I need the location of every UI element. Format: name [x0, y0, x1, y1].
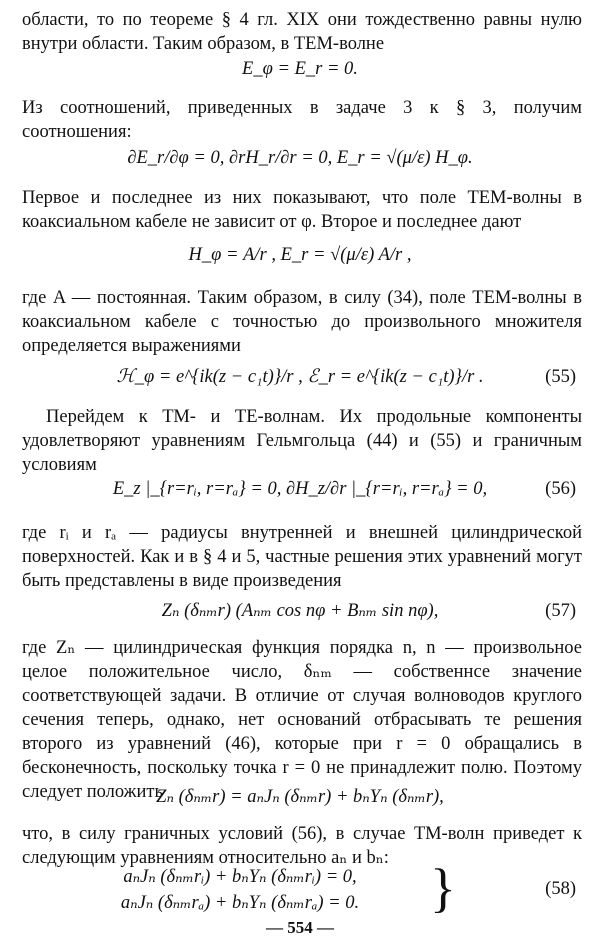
equation-56: E_z |_{r=rᵢ, r=rₐ} = 0, ∂H_z/∂r |_{r=rᵢ, r=rₐ} = 0, [112, 479, 488, 499]
page-number: — 554 — [266, 918, 334, 937]
equation-57: Zₙ (δₙₘr) (Aₙₘ cos nφ + Bₙₘ sin nφ), [161, 601, 439, 621]
equation-solution: H_φ = A/r , E_r = √(μ/ε) A/r , [188, 245, 412, 265]
equation-number-58: (58) [545, 879, 576, 899]
equation-z-expansion: Zₙ (δₙₘr) = aₙJₙ (δₙₘr) + bₙYₙ (δₙₘr), [156, 787, 444, 807]
paragraph-3: Первое и последнее из них показывают, что поле ТЕМ-волны в коаксиальном кабеле не зависит от φ. Второе и последнее дают [22, 188, 582, 232]
paragraph-8: что, в силу граничных условий (56), в случае ТМ-волн приведет к следующим уравнениям относительно aₙ и bₙ: [22, 824, 582, 868]
equation-tem-zero: E_φ = E_r = 0. [242, 59, 358, 79]
paragraph-2: Из соотношений, приведенных в задаче 3 к § 3, получим соотношения: [22, 98, 582, 142]
right-brace: } [430, 858, 456, 918]
paragraph-1: области, то по теореме § 4 гл. XIX они тождественно равны нулю внутри области. Таким образом, в ТЕМ-волне [22, 10, 582, 54]
equation-58-line-2: aₙJₙ (δₙₘrₐ) + bₙYₙ (δₙₘrₐ) = 0. [120, 893, 360, 913]
equation-55: ℋ_φ = e^{ik(z − c₁t)}/r , ℰ_r = e^{ik(z − c₁t)}/r . [116, 367, 484, 387]
equation-number-56: (56) [545, 479, 576, 499]
paragraph-4: где A — постоянная. Таким образом, в силу (34), поле ТЕМ-волны в коаксиальном кабеле с точностью до произвольного множителя определяется выражениями [22, 288, 582, 356]
equation-number-55: (55) [545, 367, 576, 387]
paragraph-5: Перейдем к ТМ- и ТЕ-волнам. Их продольные компоненты удовлетворяют уравнениям Гельмгольца (44) и (55) и граничным условиям [22, 407, 582, 475]
equation-relations: ∂E_r/∂φ = 0, ∂rH_r/∂r = 0, E_r = √(μ/ε) H_φ. [127, 148, 473, 168]
paragraph-6: где rᵢ и rₐ — радиусы внутренней и внешней цилиндрической поверхностей. Как и в § 4 и 5, частные решения этих уравнений могут быть представлены в виде произведения [22, 523, 582, 591]
equation-58-line-1: aₙJₙ (δₙₘrᵢ) + bₙYₙ (δₙₘrᵢ) = 0, [123, 867, 357, 887]
equation-number-57: (57) [545, 601, 576, 621]
paragraph-7: где Zₙ — цилиндрическая функция порядка n, n — произвольное целое положительное число, δₙₘ — собственнсе значение соответствующей задачи. В отличие от случая волноводов круглого сечения теперь, однако, нет оснований отбрасывать те решения второго из уравнений (46), которые при r = 0 обращались в бесконечность, поскольку точка r = 0 не принадлежит полю. Поэтому следует положить [22, 638, 582, 802]
